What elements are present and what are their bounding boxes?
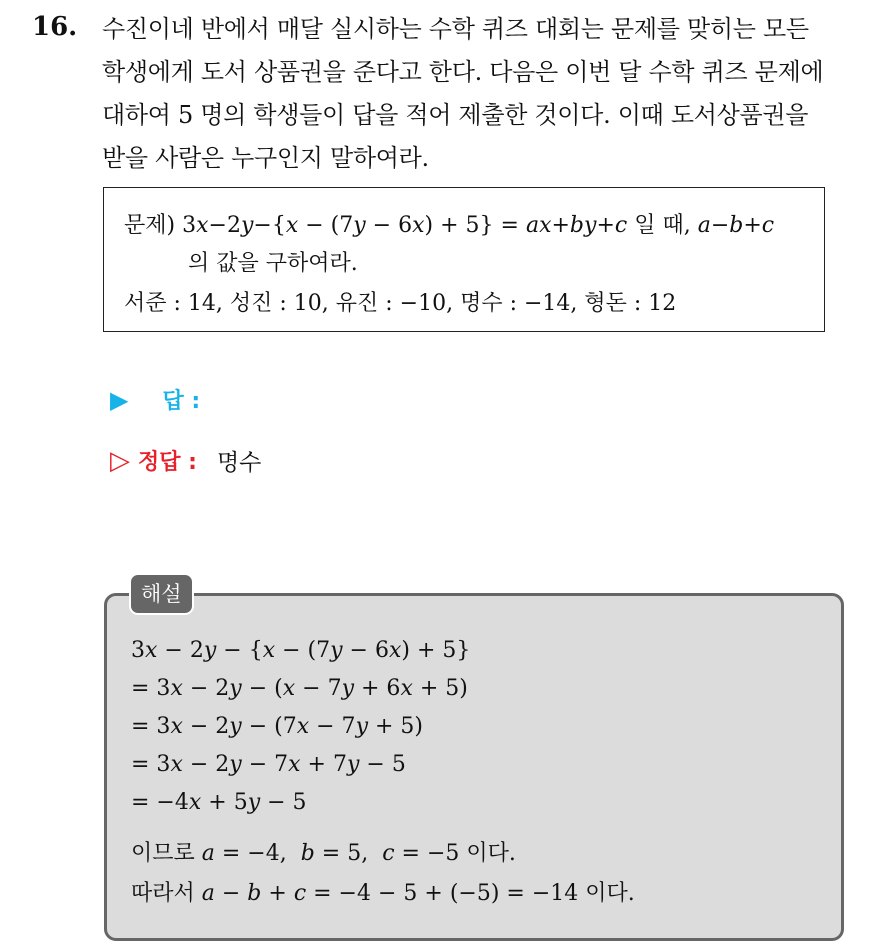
question-line: 대하여 5 명의 학생들이 답을 적어 제출한 것이다. 이때 도서상품권을 bbox=[102, 101, 809, 129]
solution-box bbox=[104, 593, 844, 941]
question-line: 수진이네 반에서 매달 실시하는 수학 퀴즈 대회는 문제를 맞히는 모든 bbox=[102, 15, 809, 43]
outline-triangle-icon: ▷ bbox=[110, 445, 130, 476]
problem-expression: 3x−2y−{x − (7y − 6x) + 5} = ax+by+c bbox=[182, 213, 628, 238]
play-triangle-icon: ▶ bbox=[110, 385, 129, 414]
problem-statement bbox=[124, 208, 774, 239]
solution-step: = −4x + 5y − 5 bbox=[131, 790, 307, 815]
solution-result: 따라서 a − b + c = −4 − 5 + (−5) = −14 이다. bbox=[131, 881, 635, 906]
question-line: 받을 사람은 누구인지 말하여라. bbox=[102, 144, 429, 172]
solution-text: 이므로 bbox=[131, 841, 202, 866]
correct-answer-value: 명수 bbox=[216, 450, 262, 476]
problem-target: a−b+c bbox=[697, 213, 775, 238]
solution-text: 이다. bbox=[459, 841, 516, 866]
question-text bbox=[102, 8, 862, 180]
question-line: 학생에게 도서 상품권을 준다고 한다. 다음은 이번 달 수학 퀴즈 문제에 bbox=[102, 58, 824, 86]
correct-answer-label: 정답 : bbox=[138, 450, 197, 475]
solution-step: = 3x − 2y − (x − 7y + 6x + 5) bbox=[131, 676, 468, 701]
solution-conclusion: 이므로 a = −4, b = 5, c = −5 이다. bbox=[131, 841, 516, 866]
question-number: 16. bbox=[32, 12, 78, 42]
solution-text: 따라서 bbox=[131, 881, 202, 906]
problem-box bbox=[103, 187, 825, 332]
answer-label: 답 : bbox=[162, 389, 201, 414]
solution-step: 3x − 2y − {x − (7y − 6x) + 5} bbox=[131, 638, 471, 663]
solution-step: = 3x − 2y − (7x − 7y + 5) bbox=[131, 714, 423, 739]
student-answers: 서준 : 14, 성진 : 10, 유진 : −10, 명수 : −14, 형돈 : 12 bbox=[124, 291, 677, 316]
correct-answer-row bbox=[110, 444, 261, 477]
solution-step: = 3x − 2y − 7x + 7y − 5 bbox=[131, 752, 406, 777]
solution-text: 이다. bbox=[578, 881, 635, 906]
solution-tab: 해설 bbox=[129, 573, 194, 615]
answer-row bbox=[110, 384, 200, 415]
problem-prefix: 문제) bbox=[124, 213, 183, 238]
problem-instruction: 의 값을 구하여라. bbox=[188, 251, 358, 276]
problem-condition: 일 때, bbox=[627, 213, 698, 238]
